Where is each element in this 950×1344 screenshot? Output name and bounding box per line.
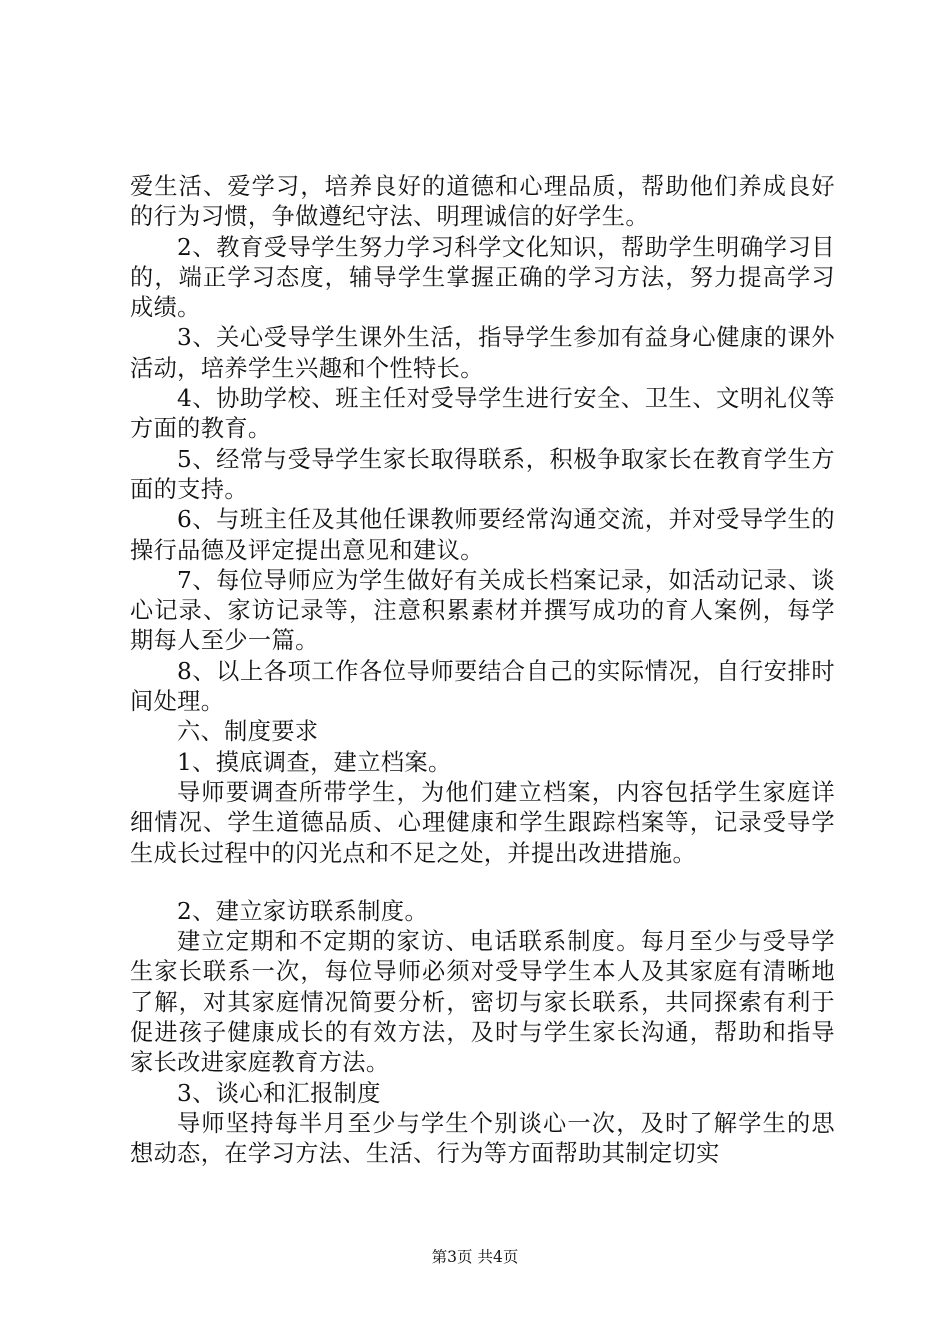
item-2-body: 建立定期和不定期的家访、电话联系制度。每月至少与受导学生家长联系一次，每位导师必须对受导学生本人及其家庭有清晰地了解，对其家庭情况简要分析，密切与家长联系，共同探索有利于促进孩子健康成长的有效方法，及时与学生家长沟通，帮助和指导家长改进家庭教育方法。	[130, 928, 835, 1077]
item-1-heading: 1、摸底调查，建立档案。	[177, 748, 452, 776]
item-3-body: 导师坚持每半月至少与学生个别谈心一次，及时了解学生的思想动态，在学习方法、生活、行为等方面帮助其制定切实	[130, 1109, 835, 1168]
section-heading: 六、制度要求	[177, 718, 319, 746]
paragraph-gap	[130, 869, 835, 897]
duty-paragraph: 6、与班主任及其他任课教师要经常沟通交流，并对受导学生的操行品德及评定提出意见和建议。	[130, 506, 835, 564]
page-footer: 第3页 共4页	[431, 1248, 519, 1266]
document-body	[130, 172, 835, 1170]
duty-paragraph: 爱生活、爱学习，培养良好的道德和心理品质，帮助他们养成良好的行为习惯，争做遵纪守法、明理诚信的好学生。	[130, 173, 835, 231]
item-2-heading: 2、建立家访联系制度。	[177, 897, 429, 925]
duty-paragraph: 8、以上各项工作各位导师要结合自己的实际情况，自行安排时间处理。	[130, 657, 835, 716]
item-3-heading: 3、谈心和汇报制度	[177, 1079, 381, 1107]
duty-paragraph: 5、经常与受导学生家长取得联系，积极争取家长在教育学生方面的支持。	[130, 445, 835, 503]
item-1-body: 导师要调查所带学生，为他们建立档案，内容包括学生家庭详细情况、学生道德品质、心理健康和学生跟踪档案等，记录受导学生成长过程中的闪光点和不足之处，并提出改进措施。	[130, 778, 835, 867]
duty-paragraph: 2、教育受导学生努力学习科学文化知识，帮助学生明确学习目的，端正学习态度，辅导学生掌握正确的学习方法，努力提高学习成绩。	[130, 233, 835, 322]
duties-list	[130, 172, 835, 717]
duty-paragraph: 4、协助学校、班主任对受导学生进行安全、卫生、文明礼仪等方面的教育。	[130, 385, 835, 443]
duty-paragraph: 3、关心受导学生课外生活，指导学生参加有益身心健康的课外活动，培养学生兴趣和个性特长。	[130, 324, 835, 382]
duty-paragraph: 7、每位导师应为学生做好有关成长档案记录，如活动记录、谈心记录、家访记录等，注意积累素材并撰写成功的育人案例，每学期每人至少一篇。	[130, 566, 835, 655]
